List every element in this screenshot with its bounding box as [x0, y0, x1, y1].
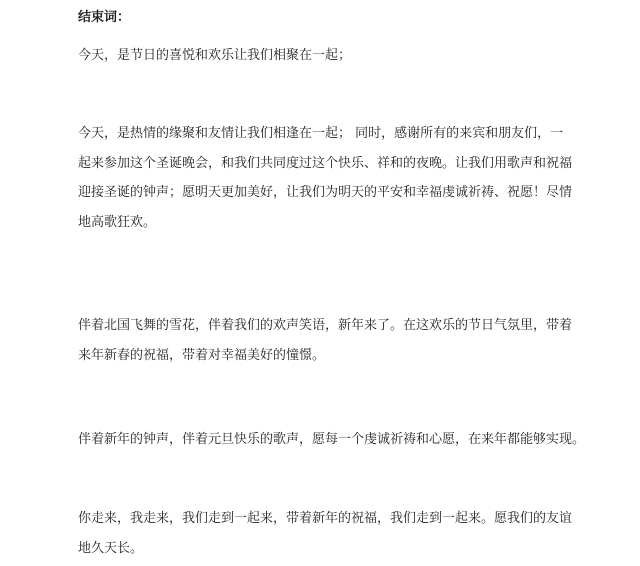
paragraph-line: 今天，是节日的喜悦和欢乐让我们相聚在一起；: [78, 48, 352, 63]
paragraph-line: 地高歌狂欢。: [78, 214, 157, 230]
paragraph-line: 来年新春的祝福，带着对幸福美好的憧憬。: [78, 347, 326, 363]
paragraph-line: 起来参加这个圣诞晚会，和我们共同度过这个快乐、祥和的夜晚。让我们用歌声和祝福: [78, 155, 573, 171]
paragraph-4: [78, 425, 586, 455]
paragraph-line: 伴着新年的钟声，伴着元旦快乐的歌声，愿每一个虔诚祈祷和心愿，在来年都能够实现。: [78, 432, 586, 447]
paragraph-line: 迎接圣诞的钟声；愿明天更加美好，让我们为明天的平安和幸福虔诚祈祷、祝愿！尽情: [78, 185, 573, 200]
paragraph-line: 伴着北国飞舞的雪花，伴着我们的欢声笑语，新年来了。在这欢乐的节日气氛里，带着: [78, 318, 573, 333]
paragraph-3: [78, 311, 573, 370]
closing-remarks-heading: 结束词：: [78, 10, 131, 25]
paragraph-line: 地久天长。: [78, 540, 144, 556]
paragraph-2: [78, 119, 573, 237]
paragraph-line: 你走来，我走来，我们走到一起来，带着新年的祝福，我们走到一起来。愿我们的友谊: [78, 511, 573, 526]
paragraph-1: [78, 41, 570, 71]
paragraph-line: 今天，是热情的缘聚和友情让我们相逢在一起； 同时，感谢所有的来宾和朋友们，一: [78, 126, 564, 141]
paragraph-5: [78, 504, 573, 563]
